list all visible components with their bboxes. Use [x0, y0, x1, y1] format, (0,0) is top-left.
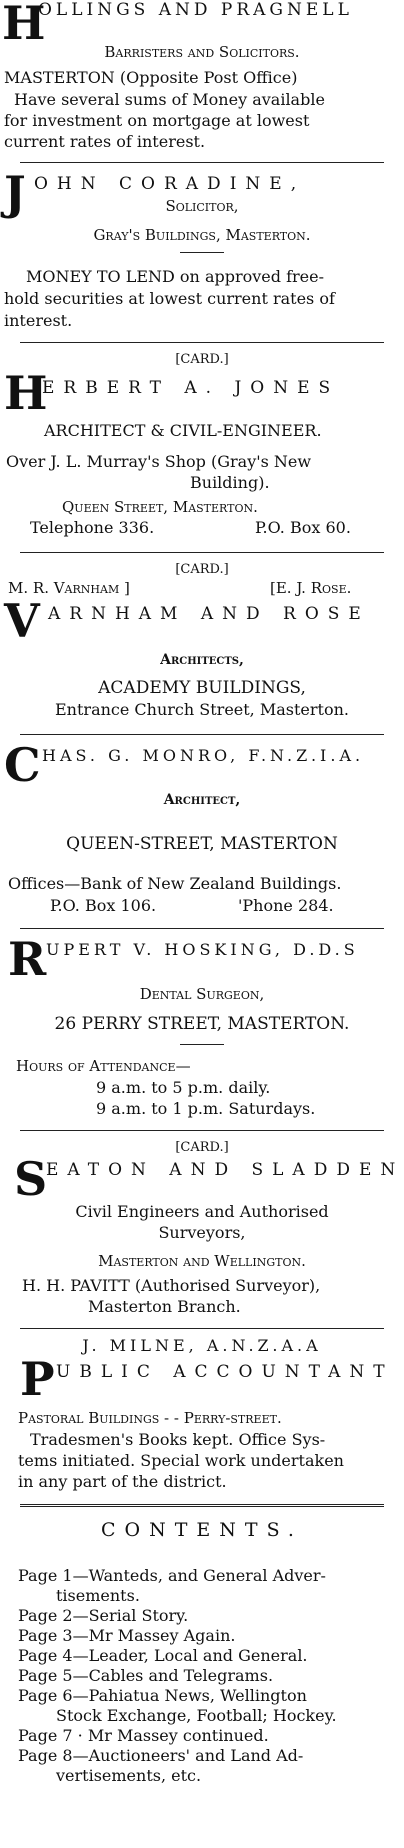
hosking-hours-label: Hours of Attendance—: [16, 1057, 191, 1075]
seaton-subtitle-1: Civil Engineers and Authorised: [75, 1202, 329, 1221]
hollings-body-1: Have several sums of Money available: [14, 90, 325, 109]
varnham-card: [CARD.]: [175, 562, 229, 577]
separator: [20, 928, 384, 929]
monro-subtitle: Architect,: [163, 792, 241, 808]
jones-subtitle: ARCHITECT & CIVIL-ENGINEER.: [44, 421, 322, 440]
jones-pobox: P.O. Box 60.: [255, 518, 351, 537]
contents-title: CONTENTS.: [101, 1519, 303, 1541]
coradine-body-2: hold securities at lowest current rates of: [4, 289, 335, 308]
varnham-entrance: Entrance Church Street, Masterton.: [55, 700, 349, 719]
hosking-subtitle: Dental Surgeon,: [139, 985, 265, 1003]
separator: [20, 552, 384, 553]
jones-title: ERBERT A. JONES: [42, 378, 340, 398]
monro-title: HAS. G. MONRO, F.N.Z.I.A.: [42, 746, 365, 765]
separator: [20, 1130, 384, 1131]
hollings-body-3: current rates of interest.: [4, 132, 206, 151]
seaton-subtitle-2: Surveyors,: [158, 1223, 246, 1242]
hosking-initial: R: [8, 932, 47, 986]
jones-body-3: Queen Street, Masterton.: [62, 498, 258, 516]
short-rule: [180, 252, 224, 253]
contents-line: Page 7 · Mr Massey continued.: [18, 1726, 269, 1745]
coradine-initial: J: [4, 166, 26, 220]
contents-line: Page 1—Wanteds, and General Adver-: [18, 1566, 326, 1585]
varnham-left-name: M. R. Varnham ]: [8, 579, 130, 597]
contents-line: tisements.: [56, 1586, 140, 1605]
seaton-initial: S: [14, 1152, 48, 1206]
varnham-title: ARNHAM AND ROSE: [48, 604, 370, 624]
jones-body-1: Over J. L. Murray's Shop (Gray's New: [6, 452, 312, 471]
hosking-hours-2: 9 a.m. to 1 p.m. Saturdays.: [96, 1099, 316, 1118]
milne-initial: P: [20, 1352, 55, 1406]
jones-body-2: Building).: [190, 473, 270, 492]
double-separator: [20, 1504, 384, 1507]
milne-header: J. MILNE, A.N.Z.A.A: [82, 1336, 322, 1355]
seaton-card: [CARD.]: [175, 1140, 229, 1155]
milne-address: Pastoral Buildings - - Perry-street.: [18, 1409, 282, 1427]
separator: [20, 342, 384, 343]
contents-line: Page 2—Serial Story.: [18, 1606, 189, 1625]
short-rule: [180, 1044, 224, 1045]
monro-offices: Offices—Bank of New Zealand Buildings.: [8, 874, 342, 893]
coradine-address: Gray's Buildings, Masterton.: [93, 226, 311, 244]
seaton-pavitt: H. H. PAVITT (Authorised Surveyor),: [22, 1276, 321, 1295]
contents-line: Page 4—Leader, Local and General.: [18, 1646, 308, 1665]
coradine-subtitle: Solicitor,: [165, 197, 239, 215]
varnham-initial: V: [4, 594, 40, 648]
coradine-title: OHN CORADINE,: [34, 174, 306, 194]
monro-initial: C: [4, 738, 41, 792]
seaton-title: EATON AND SLADDEN: [46, 1160, 404, 1180]
jones-card: [CARD.]: [175, 352, 229, 367]
hosking-address: 26 PERRY STREET, MASTERTON.: [54, 1014, 350, 1034]
seaton-branch: Masterton Branch.: [88, 1297, 241, 1316]
milne-title: UBLIC ACCOUNTANT: [56, 1362, 394, 1382]
contents-line: Page 5—Cables and Telegrams.: [18, 1666, 274, 1685]
separator: [20, 162, 384, 163]
jones-telephone: Telephone 336.: [30, 518, 155, 537]
milne-body-3: in any part of the district.: [18, 1472, 227, 1491]
monro-address: QUEEN-STREET, MASTERTON: [66, 834, 338, 854]
contents-line: Page 3—Mr Massey Again.: [18, 1626, 236, 1645]
contents-line: Stock Exchange, Football; Hockey.: [56, 1706, 337, 1725]
varnham-address: ACADEMY BUILDINGS,: [98, 678, 306, 698]
seaton-location: Masterton and Wellington.: [98, 1252, 306, 1270]
hollings-body-2: for investment on mortgage at lowest: [4, 111, 310, 130]
contents-line: Page 8—Auctioneers' and Land Ad-: [18, 1746, 304, 1765]
monro-phone: 'Phone 284.: [238, 896, 334, 915]
contents-line: Page 6—Pahiatua News, Wellington: [18, 1686, 307, 1705]
milne-body-2: tems initiated. Special work undertaken: [18, 1451, 344, 1470]
hollings-initial: H: [2, 0, 46, 50]
hollings-subtitle: Barristers and Solicitors.: [104, 43, 300, 61]
jones-initial: H: [4, 366, 48, 420]
hosking-title: UPERT V. HOSKING, D.D.S: [46, 940, 359, 959]
hosking-hours-1: 9 a.m. to 5 p.m. daily.: [96, 1078, 271, 1097]
hollings-title: OLLINGS AND PRAGNELL: [38, 0, 353, 20]
separator: [20, 734, 384, 735]
coradine-body-1: MONEY TO LEND on approved free-: [26, 267, 324, 286]
contents-line: vertisements, etc.: [56, 1766, 202, 1785]
monro-pobox: P.O. Box 106.: [50, 896, 157, 915]
coradine-body-3: interest.: [4, 311, 73, 330]
separator: [20, 1328, 384, 1329]
varnham-right-name: [E. J. Rose.: [270, 579, 352, 597]
varnham-subtitle: Architects,: [160, 652, 244, 668]
milne-body-1: Tradesmen's Books kept. Office Sys-: [30, 1430, 326, 1449]
hollings-address: MASTERTON (Opposite Post Office): [4, 68, 298, 87]
